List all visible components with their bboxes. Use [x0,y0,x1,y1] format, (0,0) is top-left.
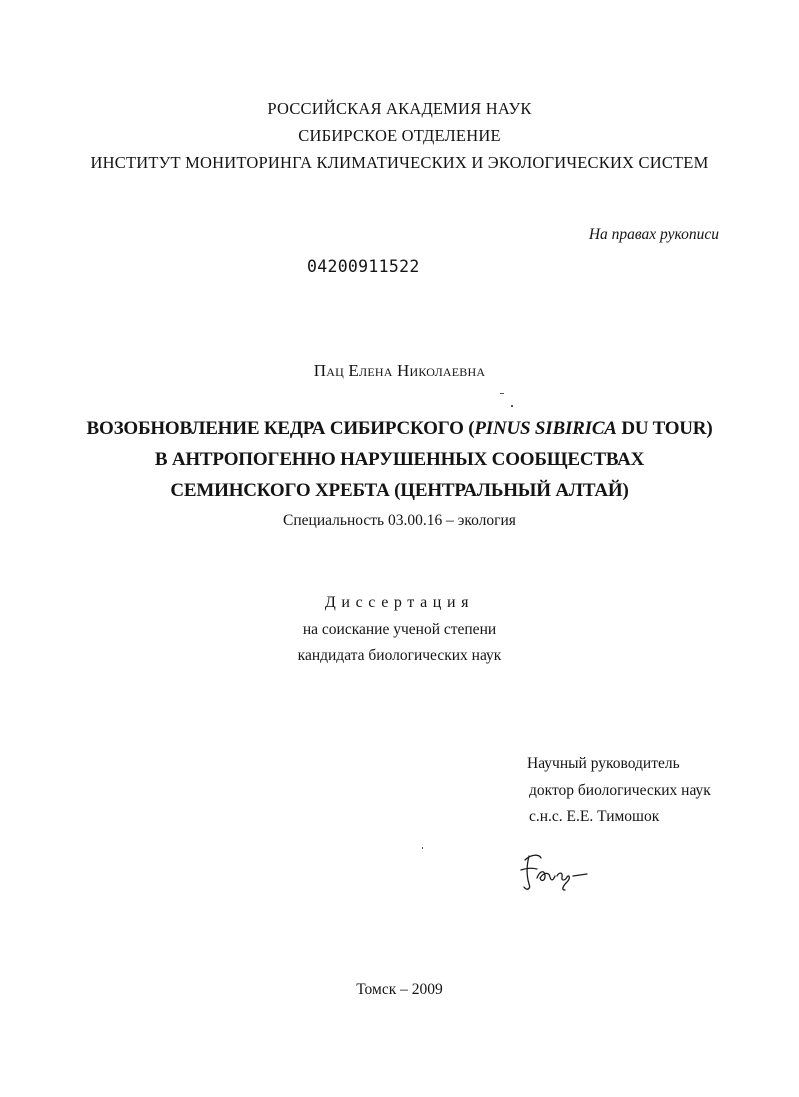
degree-name: кандидата биологических наук [297,647,502,664]
title-line-2: В АНТРОПОГЕННО НАРУШЕННЫХ СООБЩЕСТВАХ [154,449,645,470]
title-species-latin: PINUS SIBIRICA [474,418,617,439]
manuscript-rights-note: На правах рукописи [588,226,719,243]
title-line-1 [0,418,799,440]
scan-speck [511,405,513,407]
title-line-1-start: ВОЗОБНОВЛЕНИЕ КЕДРА СИБИРСКОГО ( [86,418,475,439]
institution-academy: РОССИЙСКАЯ АКАДЕМИЯ НАУК [267,99,532,118]
scan-speck [500,393,504,394]
institution-institute: ИНСТИТУТ МОНИТОРИНГА КЛИМАТИЧЕСКИХ И ЭКОЛОГИЧЕСКИХ СИСТЕМ [90,153,709,172]
author-given-names: Елена Николаевна [348,361,486,380]
specialty-line: Специальность 03.00.16 – экология [283,512,516,529]
author-name [0,361,799,381]
handwritten-signature [515,848,595,892]
author-surname: Пац [313,361,344,380]
degree-purpose: на соискание ученой степени [302,621,497,638]
document-type: Диссертация [324,594,475,611]
institution-branch: СИБИРСКОЕ ОТДЕЛЕНИЕ [298,126,501,145]
advisor-name: с.н.с. Е.Е. Тимошок [529,808,660,825]
advisor-role: Научный руководитель [527,755,680,772]
scan-speck [422,847,423,849]
advisor-degree: доктор биологических наук [529,782,711,799]
title-line-1-end: DU TOUR) [616,418,713,439]
document-number-stamp: 04200911522 [307,257,420,276]
title-line-3: СЕМИНСКОГО ХРЕБТА (ЦЕНТРАЛЬНЫЙ АЛТАЙ) [170,480,629,501]
city-and-year: Томск – 2009 [356,981,443,998]
